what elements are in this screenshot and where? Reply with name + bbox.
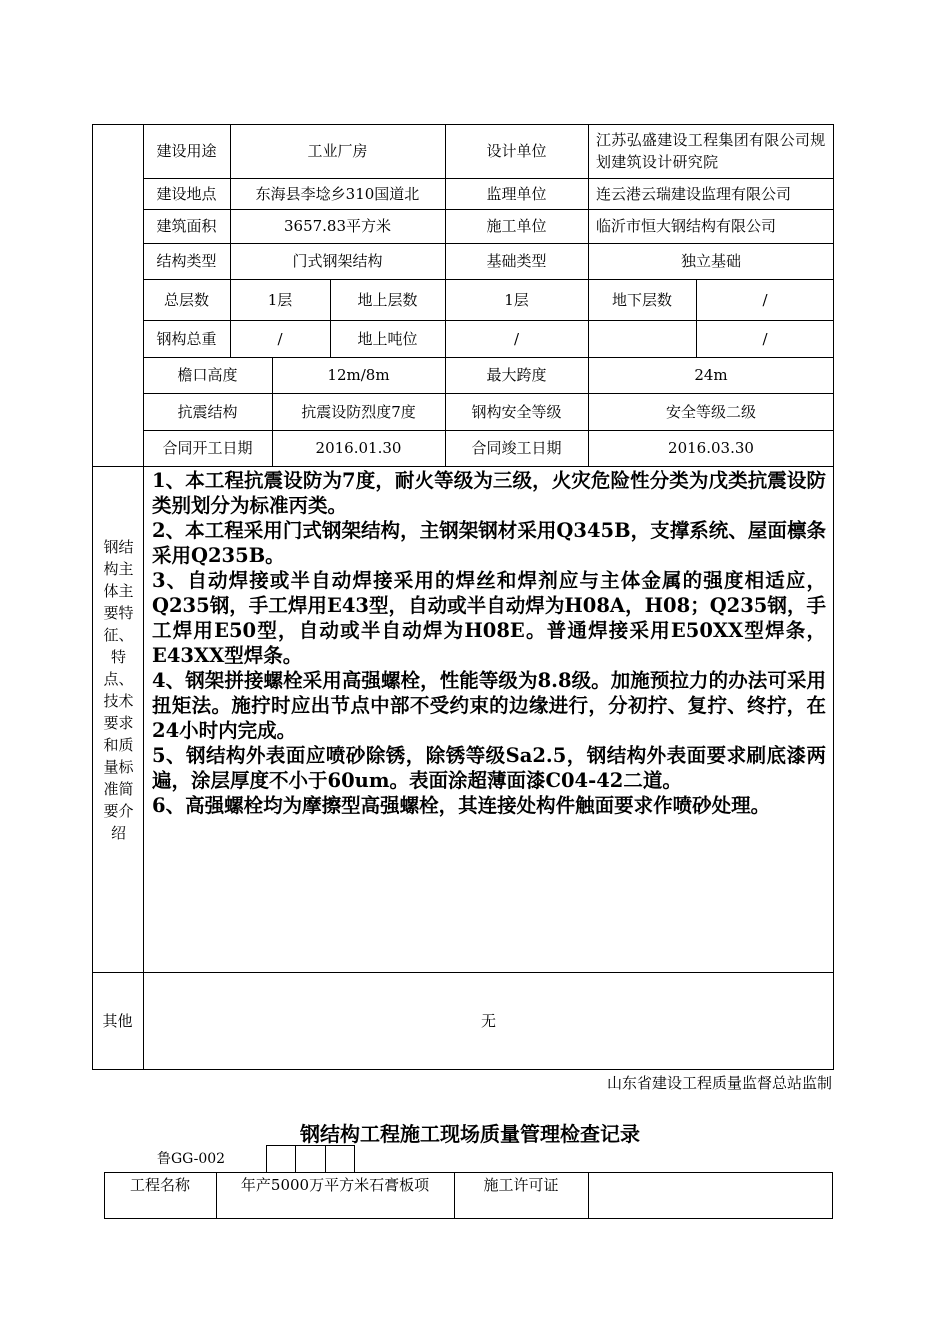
code-box-1: [266, 1145, 296, 1173]
value-structure-type: 门式钢架结构: [292, 252, 383, 270]
label-max-span: 最大跨度: [486, 366, 547, 384]
value-max-span: 24m: [694, 366, 728, 384]
value-steel-weight: /: [277, 329, 283, 348]
doc2-label-project-name: 工程名称: [129, 1176, 190, 1194]
value-safety-grade: 安全等级二级: [665, 402, 756, 421]
value-usage: 工业厂房: [307, 142, 368, 160]
doc2-title: 钢结构工程施工现场质量管理检查记录: [300, 1122, 640, 1146]
features-content: [152, 468, 826, 818]
label-construction-unit: 施工单位: [486, 217, 547, 235]
doc2-value-project-name: 年产5000万平方米石膏板项: [240, 1176, 430, 1194]
code-box-2: [295, 1145, 326, 1173]
label-structure-type: 结构类型: [156, 252, 217, 270]
label-eave-height: 檐口高度: [177, 366, 238, 384]
label-total-floors: 总层数: [163, 290, 209, 309]
value-underground-tonnage: /: [762, 329, 768, 348]
feature-item-3: 3、自动焊接或半自动焊接采用的焊丝和焊剂应与主体金属的强度相适应，Q235钢，手工焊用E43型，自动或半自动焊为H08A，H08；Q235钢，手工焊用E50型，自动或半自动焊为H08E。普通焊接采用E50XX型焊条，E43XX型焊条。: [152, 569, 826, 667]
label-location: 建设地点: [156, 184, 217, 203]
label-start-date: 合同开工日期: [162, 439, 253, 457]
doc2-code: 鲁GG-002: [157, 1151, 226, 1167]
label-supervision-unit: 监理单位: [486, 184, 547, 203]
label-above-ground-tonnage: 地上吨位: [357, 329, 418, 348]
value-completion-date: 2016.03.30: [668, 439, 754, 457]
doc2-label-permit: 施工许可证: [483, 1176, 559, 1194]
features-label: 钢结构主体主要特征、特点、技术要求和质量标准简要介绍: [103, 538, 134, 842]
label-design-unit: 设计单位: [486, 142, 547, 160]
value-above-ground-floors: 1层: [504, 290, 529, 309]
label-above-ground-floors: 地上层数: [357, 290, 418, 309]
label-safety-grade: 钢构安全等级: [471, 402, 562, 421]
code-box-3: [325, 1145, 355, 1173]
value-seismic-structure: 抗震设防烈度7度: [301, 402, 416, 421]
label-completion-date: 合同竣工日期: [471, 439, 562, 457]
footer-org: 山东省建设工程质量监督总站监制: [606, 1074, 832, 1092]
label-underground-floors: 地下层数: [611, 290, 672, 309]
feature-item-4: 4、钢架拼接螺栓采用高强螺栓，性能等级为8.8级。加施预拉力的办法可采用扭矩法。施拧时应出节点中部不受约束的边缘进行，分初拧、复拧、终拧，在24小时内完成。: [152, 669, 826, 742]
value-start-date: 2016.01.30: [315, 439, 402, 457]
value-construction-unit: 临沂市恒大钢结构有限公司: [596, 217, 777, 235]
label-area: 建筑面积: [156, 217, 217, 235]
value-above-ground-tonnage: /: [513, 329, 520, 348]
value-total-floors: 1层: [267, 290, 293, 309]
value-foundation-type: 独立基础: [680, 252, 741, 270]
value-supervision-unit: 连云港云瑞建设监理有限公司: [596, 184, 792, 203]
blank-cell: [588, 320, 696, 357]
other-value: 无: [480, 1012, 496, 1030]
feature-item-5: 5、钢结构外表面应喷砂除锈，除锈等级Sa2.5，钢结构外表面要求刷底漆两遍，涂层厚度不小于60um。表面涂超薄面漆C04-42二道。: [152, 744, 826, 792]
value-design-unit: 江苏弘盛建设工程集团有限公司规划建筑设计研究院: [596, 131, 826, 171]
value-eave-height: 12m/8m: [327, 366, 390, 384]
value-area: 3657.83平方米: [283, 217, 392, 235]
label-foundation-type: 基础类型: [486, 252, 547, 270]
label-steel-weight: 钢构总重: [156, 329, 217, 348]
label-usage: 建设用途: [156, 142, 217, 160]
value-underground-floors: /: [762, 290, 768, 309]
value-location: 东海县李埝乡310国道北: [255, 184, 420, 203]
feature-item-1: 1、本工程抗震设防为7度，耐火等级为三级，火灾危险性分类为戊类抗震设防类别划分为标准丙类。: [152, 469, 826, 517]
feature-item-6: 6、高强螺栓均为摩擦型高强螺栓，其连接处构件触面要求作喷砂处理。: [152, 794, 771, 817]
other-label: 其他: [102, 1012, 133, 1030]
label-seismic-structure: 抗震结构: [177, 402, 238, 421]
feature-item-2: 2、本工程采用门式钢架结构，主钢架钢材采用Q345B，支撑系统、屋面檩条采用Q235B。: [152, 519, 826, 567]
